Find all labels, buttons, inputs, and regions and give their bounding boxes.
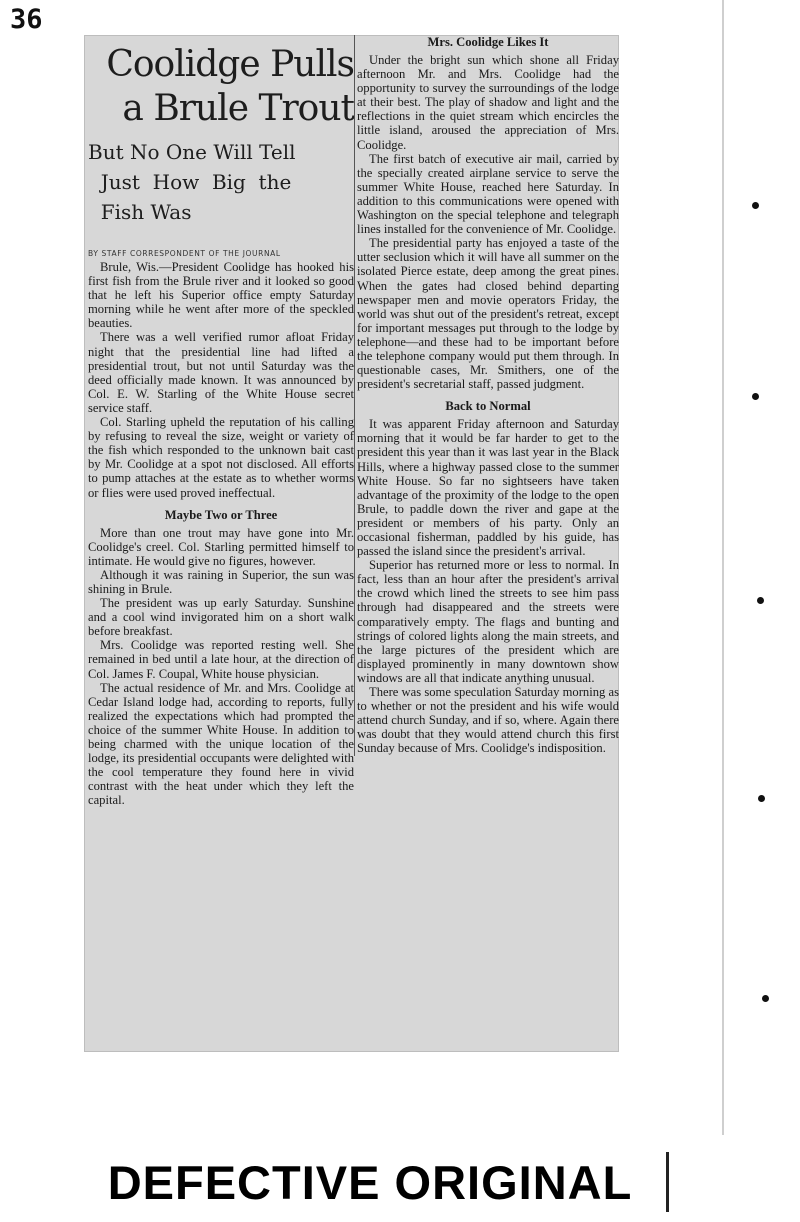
article-paragraph: Mrs. Coolidge was reported resting well. She remained in bed until a late hour, at the direction of Col. James F. Coupal, White house physician. — [88, 638, 354, 681]
margin-dot — [762, 995, 769, 1002]
page-edge-rule — [722, 0, 724, 1135]
subheadline-line-1: But No One Will Tell — [88, 140, 296, 164]
article-paragraph: The president was up early Saturday. Sunshine and a cool wind invigorated him on a short walk before breakfast. — [88, 596, 354, 639]
article-paragraph: Although it was raining in Superior, the sun was shining in Brule. — [88, 567, 354, 596]
defective-original-banner: DEFECTIVE ORIGINAL — [107, 1155, 633, 1209]
article-paragraph: There was a well verified rumor afloat Friday night that the presidential line had lifted a presidential trout, but not until Saturday was the deed officially made known. It was announced by Col. E. W. Starling of the White House secret service staff. — [88, 330, 354, 415]
headline-line-1: Coolidge Pulls — [106, 44, 354, 85]
newspaper-clipping — [84, 35, 619, 1052]
right-column — [354, 35, 619, 756]
article-paragraph: The actual residence of Mr. and Mrs. Coolidge at Cedar Island lodge had, according to reports, fully realized the expectations which had prompted the choice of the summer White House. In addition to being charmed with the unique location of the lodge, its presidential occupants were delighted with the cool temperature they found here in vivid contrast with the heat under which they left the capital. — [88, 680, 354, 808]
article-paragraph: Brule, Wis.—President Coolidge has hooked his first fish from the Brule river and it looked so good that he left his Superior office empty Saturday morning while he went after more of the speckled beauties. — [88, 260, 354, 331]
banner-edge-rule — [666, 1152, 669, 1212]
left-column — [88, 35, 354, 807]
byline: BY STAFF CORRESPONDENT OF THE JOURNAL — [88, 249, 281, 258]
subhead-back-to-normal: Back to Normal — [445, 399, 531, 414]
article-paragraph: Col. Starling upheld the reputation of his calling by refusing to reveal the size, weight or variety of the fish which responded to the unknown bait cast by Mr. Coolidge at a spot not disclosed. All efforts to pump attaches at the estate as to whether worms or flies were used proved ineffectual. — [88, 415, 354, 500]
subheadline-line-3: Fish Was — [88, 200, 192, 224]
article-paragraph: More than one trout may have gone into Mr. Coolidge's creel. Col. Starling permitted himself to intimate. He would give no figures, however. — [88, 525, 354, 568]
subhead-mrs-coolidge-likes-it: Mrs. Coolidge Likes It — [427, 35, 549, 49]
subhead-maybe-two-or-three: Maybe Two or Three — [164, 507, 278, 522]
article-paragraph: Superior has returned more or less to normal. In fact, less than an hour after the president's arrival the crowd which lined the streets to see him pass through had disappeared and the streets were comparatively empty. The flags and bunting and strings of colored lights along the main streets, and the large pictures of the president which are displayed prominently in many downtown show windows are all that indicate anything unusual. — [357, 558, 619, 685]
article-paragraph: There was some speculation Saturday morning as to whether or not the president and his wife would attend church Sunday, and if so, where. Again there was doubt that they would attend church this first Sunday because of Mrs. Coolidge's indisposition. — [357, 685, 619, 756]
article-paragraph: It was apparent Friday afternoon and Saturday morning that it would be far harder to get to the president this year than it was last year in the Black Hills, where a highway passed close to the summer White House. So far no sightseers have taken advantage of the proximity of the lodge to the open Brule, to paddle down the river and gape at the president or members of his party. Only an occasional fisherman, paddled by his guide, has passed the island since the president's arrival. — [357, 417, 619, 559]
margin-dot — [757, 597, 764, 604]
article-paragraph: The presidential party has enjoyed a taste of the utter seclusion which it will have all summer on the isolated Pierce estate, deep among the great pines. When the gates had closed behind departing newspaper men and movie operators Friday, the world was shut out of the president's retreat, except for important messages put through to the lodge by telephone—and these had to be important before the telephone company would put them through. In questionable cases, Mr. Smithers, one of the president's secretarial staff, passed judgment. — [357, 236, 619, 392]
article-paragraph: The first batch of executive air mail, carried by the specially created airplane service to serve the summer White House, reached here Saturday. In addition to this communications were opened with Washington on the special telephone and telegraph lines installed for the convenience of Mr. Coolidge. — [357, 151, 619, 237]
margin-dot — [758, 795, 765, 802]
headline-line-2: a Brule Trout — [122, 88, 354, 129]
margin-dot — [752, 202, 759, 209]
subheadline-line-2: Just How Big the — [88, 170, 292, 194]
article-paragraph: Under the bright sun which shone all Friday afternoon Mr. and Mrs. Coolidge had the opportunity to survey the surroundings of the lodge at their best. The play of shadow and light and the reflections in the quiet stream which encircles the little island, aroused the appreciation of Mrs. Coolidge. — [357, 53, 619, 152]
page-number: 36 — [10, 4, 43, 35]
margin-dot — [752, 393, 759, 400]
